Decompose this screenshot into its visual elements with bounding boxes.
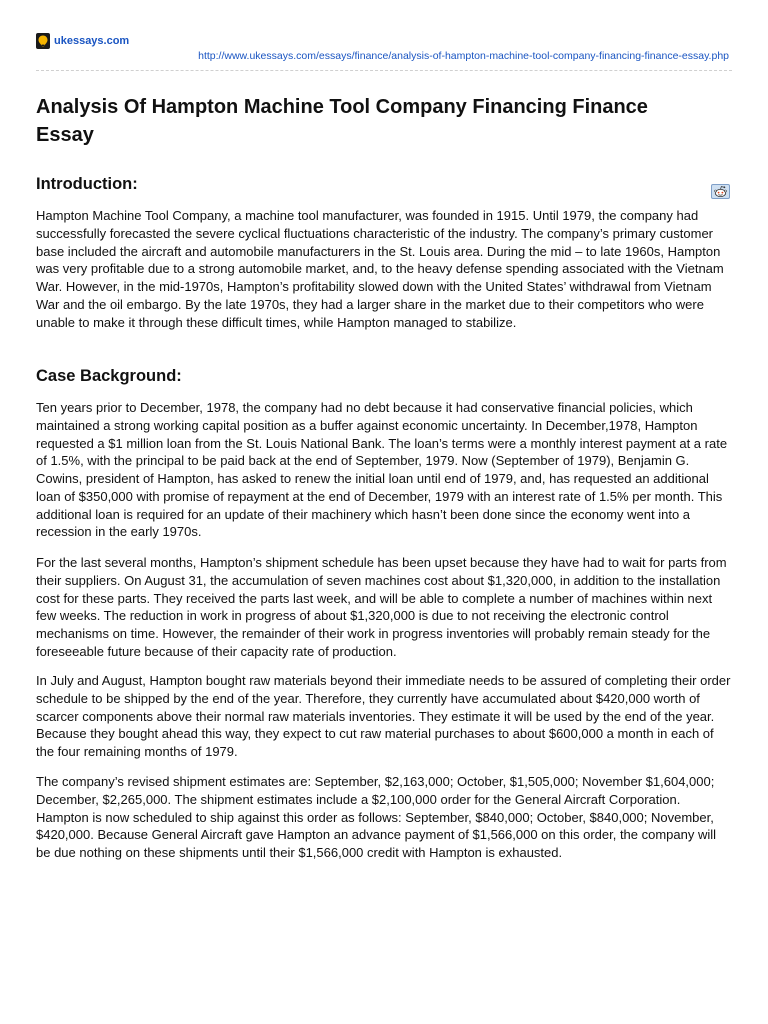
paragraph-case-background-1: Ten years prior to December, 1978, the company had no debt because it had conservative financial policies, which maintained a strong working capital position as a buffer against economic uncertainty. In December,1978, Hampton requested a $1 million loan from the St. Louis National Bank. The loan’s terms were a monthly interest payment at a rate of 1.5%, with the principal to be paid back at the end of September, 1979. Now (September of 1979), Benjamin G. Cowins, president of Hampton, has asked to renew the initial loan until end of 1979, and, has requested an additional loan of $350,000 with promise of repayment at the end of December, 1979 with an interest rate of 1.5% per month. This additional loan is required for an update of their machinery which hasn’t been done since the economy went into a recession in the early 1970s. [36,400,728,540]
section-heading-case-background: Case Background: [36,367,182,385]
paragraph-introduction: Hampton Machine Tool Company, a machine tool manufacturer, was founded in 1915. Until 1979, the company had successfully forecasted the severe cyclical fluctuations characteristic of the industry. The company’s primary customer base included the aircraft and automobile manufacturers in the St. Louis area. During the mid – to late 1960s, Hampton was very profitable due to a strong automobile market, and, to the heavy defense spending associated with the Vietnam War. However, in the mid-1970s, Hampton’s profitability slowed down with the United States’ withdrawal from Vietnam War and the oil embargo. By the late 1970s, they had a larger share in the market due to their competitors who were unable to make it through these difficult times, while Hampton managed to stabilize. [36,208,724,330]
page-header [36,32,732,62]
document-title: Analysis Of Hampton Machine Tool Company Financing Finance Essay [36,96,648,146]
section-heading-introduction: Introduction: [36,175,138,193]
reddit-icon[interactable] [711,184,730,199]
site-row [36,32,732,50]
site-name-link[interactable]: ukessays.com [54,35,130,47]
source-url-link[interactable]: http://www.ukessays.com/essays/finance/analysis-of-hampton-machine-tool-company-financing-finance-essay.php [198,50,729,62]
paragraph-case-background-4: The company’s revised shipment estimates are: September, $2,163,000; October, $1,505,000; November $1,604,000; December, $2,265,000. The shipment estimates include a $2,100,000 order for the General Aircraft Corporation. Hampton is now scheduled to ship against this order as follows: September, $840,000; October, $840,000; November, $420,000. Because General Aircraft gave Hampton an advance payment of $1,566,000 on this order, the company will be due nothing on these shipments until their $1,566,000 credit with Hampton is exhausted. [36,774,717,860]
ukessays-logo-icon[interactable] [36,33,50,49]
header-divider [36,70,732,71]
paragraph-case-background-2: For the last several months, Hampton’s shipment schedule has been upset because they have had to wait for parts from their suppliers. On August 31, the accumulation of seven machines cost about $1,320,000, in addition to the installation cost for these parts. They received the parts last week, and will be able to complete a number of machines within next few weeks. The reduction in work in progress of about $1,320,000 is due to not receiving the electronic control mechanisms on time. However, the remainder of their work in progress inventories will probably remain steady for the foreseeable future because of their capacity rate of production. [36,555,727,659]
paragraph-case-background-3: In July and August, Hampton bought raw materials beyond their immediate needs to be assured of completing their order schedule to be shipped by the end of the year. Therefore, they currently have accumulated about $420,000 worth of scarcer components above their normal raw materials inventories. They estimate it will be used by the end of the year. Because they bought ahead this way, they expect to cut raw material purchases to about $600,000 a month in each of the four remaining months of 1979. [36,673,731,759]
